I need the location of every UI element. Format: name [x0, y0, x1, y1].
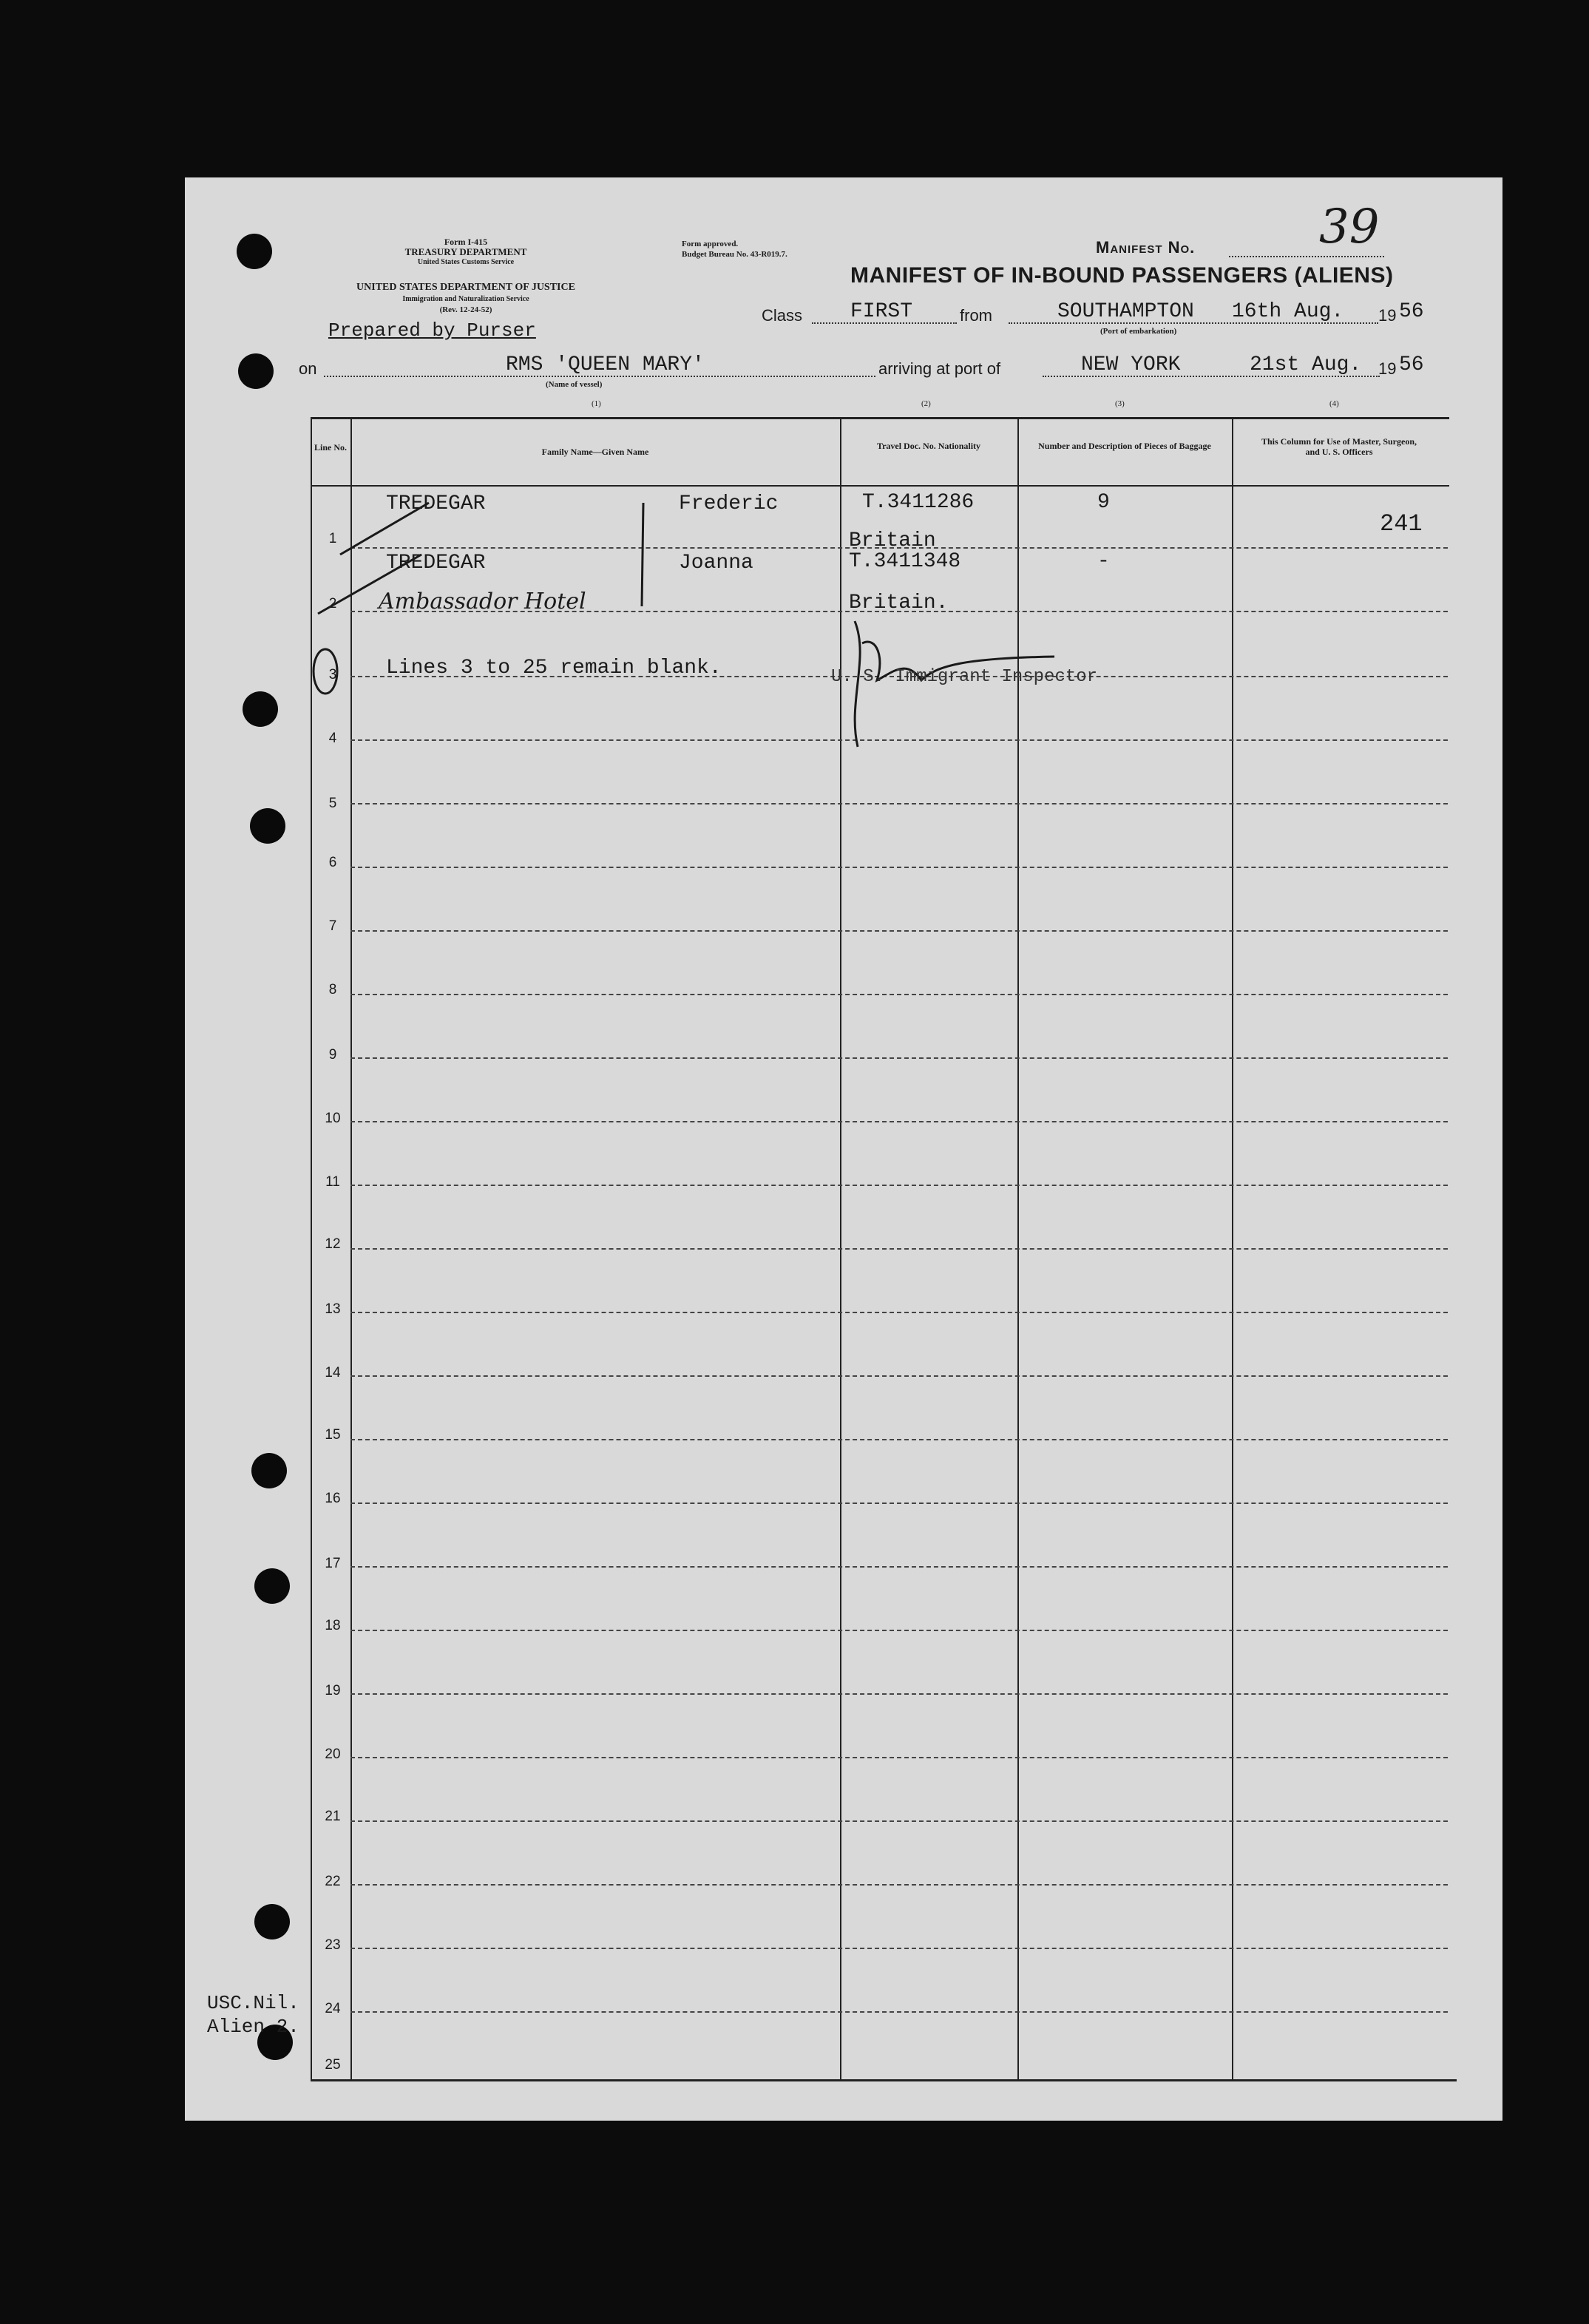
column-number: (1)	[592, 399, 601, 408]
line-number: 6	[328, 855, 337, 870]
line-number: 15	[325, 1427, 341, 1443]
row-line	[350, 1121, 1448, 1122]
header-family-name: Family Name—Given Name	[541, 447, 649, 457]
blank-lines-note: Lines 3 to 25 remain blank.	[386, 657, 722, 680]
row-line	[350, 1566, 1448, 1568]
row-line	[350, 1820, 1448, 1822]
manifest-no-label: Manifest No.	[1096, 238, 1196, 257]
line-number: 8	[328, 982, 337, 997]
header-baggage: Number and Description of Pieces of Baggage	[1038, 441, 1211, 451]
form-revision: (Rev. 12-24-52)	[439, 305, 492, 314]
passenger-travel-doc: T.3411286	[862, 491, 975, 514]
port-caption: (Port of embarkation)	[1100, 327, 1177, 336]
passenger-given-name: Frederic	[679, 492, 779, 515]
passenger-travel-doc: T.3411348	[849, 550, 961, 573]
arrival-year-prefix: 19	[1378, 359, 1397, 378]
row-line	[350, 1248, 1448, 1250]
embarkation-port: SOUTHAMPTON	[1057, 300, 1194, 323]
row-line	[350, 1948, 1448, 1949]
header-line-no: Line No.	[314, 442, 347, 453]
vessel-caption: (Name of vessel)	[546, 380, 603, 389]
arriving-label: arriving at port of	[878, 359, 1001, 378]
row-line	[350, 803, 1448, 804]
manifest-page	[185, 177, 1502, 2121]
line-number: 25	[325, 2057, 341, 2073]
row-line	[350, 1693, 1448, 1695]
row-line	[350, 1757, 1448, 1758]
line-number: 24	[325, 2001, 341, 2016]
embarkation-date: 16th Aug.	[1232, 300, 1344, 323]
line-number: 12	[325, 1236, 341, 1252]
row-line	[350, 1503, 1448, 1504]
column-number: (4)	[1329, 399, 1339, 408]
officer-note: 241	[1380, 510, 1423, 538]
form-number: Form I-415	[444, 237, 488, 247]
side-stamp-line2: Alien 2.	[207, 2016, 299, 2038]
embarkation-year: 56	[1399, 300, 1424, 323]
header-travel-doc: Travel Doc. No. Nationality	[876, 441, 981, 451]
punch-hole	[238, 353, 274, 389]
punch-hole	[237, 234, 272, 269]
punch-hole	[251, 1453, 287, 1488]
line-number: 19	[325, 1683, 341, 1698]
passenger-family-name: TREDEGAR	[386, 492, 486, 515]
embarkation-year-prefix: 19	[1378, 306, 1397, 325]
passenger-baggage: 9	[1097, 491, 1110, 514]
arrival-port: NEW YORK	[1081, 353, 1181, 376]
line-number: 22	[325, 1874, 341, 1889]
row-line	[350, 930, 1448, 932]
passenger-family-name: TREDEGAR	[386, 552, 486, 575]
row-line	[350, 1057, 1448, 1059]
line-number: 21	[325, 1809, 341, 1824]
line-number: 18	[325, 1618, 341, 1633]
vessel-name: RMS 'QUEEN MARY'	[506, 353, 705, 376]
arrival-year: 56	[1399, 353, 1424, 376]
line-number: 10	[325, 1111, 341, 1126]
row-line	[350, 2011, 1448, 2013]
line-number: 23	[325, 1937, 341, 1953]
line-number: 14	[325, 1365, 341, 1380]
line-number: 1	[328, 531, 337, 546]
customs-service: United States Customs Service	[417, 258, 515, 266]
row-line	[350, 1312, 1448, 1313]
punch-hole	[243, 691, 278, 727]
row-line	[350, 867, 1448, 868]
table-top-border	[311, 417, 1449, 419]
page-title: MANIFEST OF IN-BOUND PASSENGERS (ALIENS)	[850, 263, 1394, 288]
line-number: 9	[328, 1047, 337, 1063]
line-number: 2	[328, 596, 337, 612]
row-line	[350, 1375, 1448, 1377]
passenger-given-name: Joanna	[679, 552, 753, 575]
punch-hole	[254, 1568, 290, 1604]
from-label: from	[960, 306, 992, 325]
passenger-nationality: Britain	[849, 529, 936, 552]
column-number: (3)	[1115, 399, 1125, 408]
table-bottom-border	[311, 2079, 1457, 2081]
row-line	[350, 1630, 1448, 1631]
justice-department: UNITED STATES DEPARTMENT OF JUSTICE	[356, 282, 575, 293]
manifest-no-line	[1229, 256, 1384, 257]
punch-hole	[250, 808, 285, 844]
on-label: on	[299, 359, 317, 378]
row-line	[350, 1439, 1448, 1440]
inspector-title: U. S. Immigrant Inspector	[831, 667, 1098, 687]
punch-hole	[254, 1904, 290, 1940]
arrival-date: 21st Aug.	[1250, 353, 1362, 376]
line-number: 17	[325, 1556, 341, 1571]
line-number: 4	[328, 731, 337, 746]
immigration-service: Immigration and Naturalization Service	[402, 295, 529, 303]
budget-bureau: Budget Bureau No. 43-R019.7.	[682, 250, 787, 259]
row-line	[350, 1185, 1448, 1186]
line-number: 3	[328, 667, 337, 682]
line-number: 5	[328, 796, 337, 811]
side-stamp-line1: USC.Nil.	[207, 1992, 299, 2014]
handwritten-hotel: Ambassador Hotel	[379, 589, 586, 614]
prepared-by: Prepared by Purser	[328, 319, 536, 342]
line-number: 13	[325, 1301, 341, 1317]
passenger-nationality: Britain.	[849, 592, 949, 614]
class-label: Class	[762, 306, 803, 325]
form-approved: Form approved.	[682, 240, 739, 248]
manifest-number: 39	[1319, 200, 1380, 254]
column-number: (2)	[921, 399, 931, 408]
passenger-baggage: -	[1097, 550, 1110, 573]
header-officers: This Column for Use of Master, Surgeon, and U. S. Officers	[1261, 436, 1417, 457]
treasury-department: TREASURY DEPARTMENT	[404, 246, 527, 257]
line-number: 11	[325, 1174, 340, 1190]
row-line	[350, 994, 1448, 995]
line-number: 7	[328, 918, 337, 934]
line-number: 20	[325, 1747, 341, 1762]
class-value: FIRST	[850, 300, 913, 323]
line-number: 16	[325, 1491, 341, 1506]
row-line	[350, 1884, 1448, 1886]
